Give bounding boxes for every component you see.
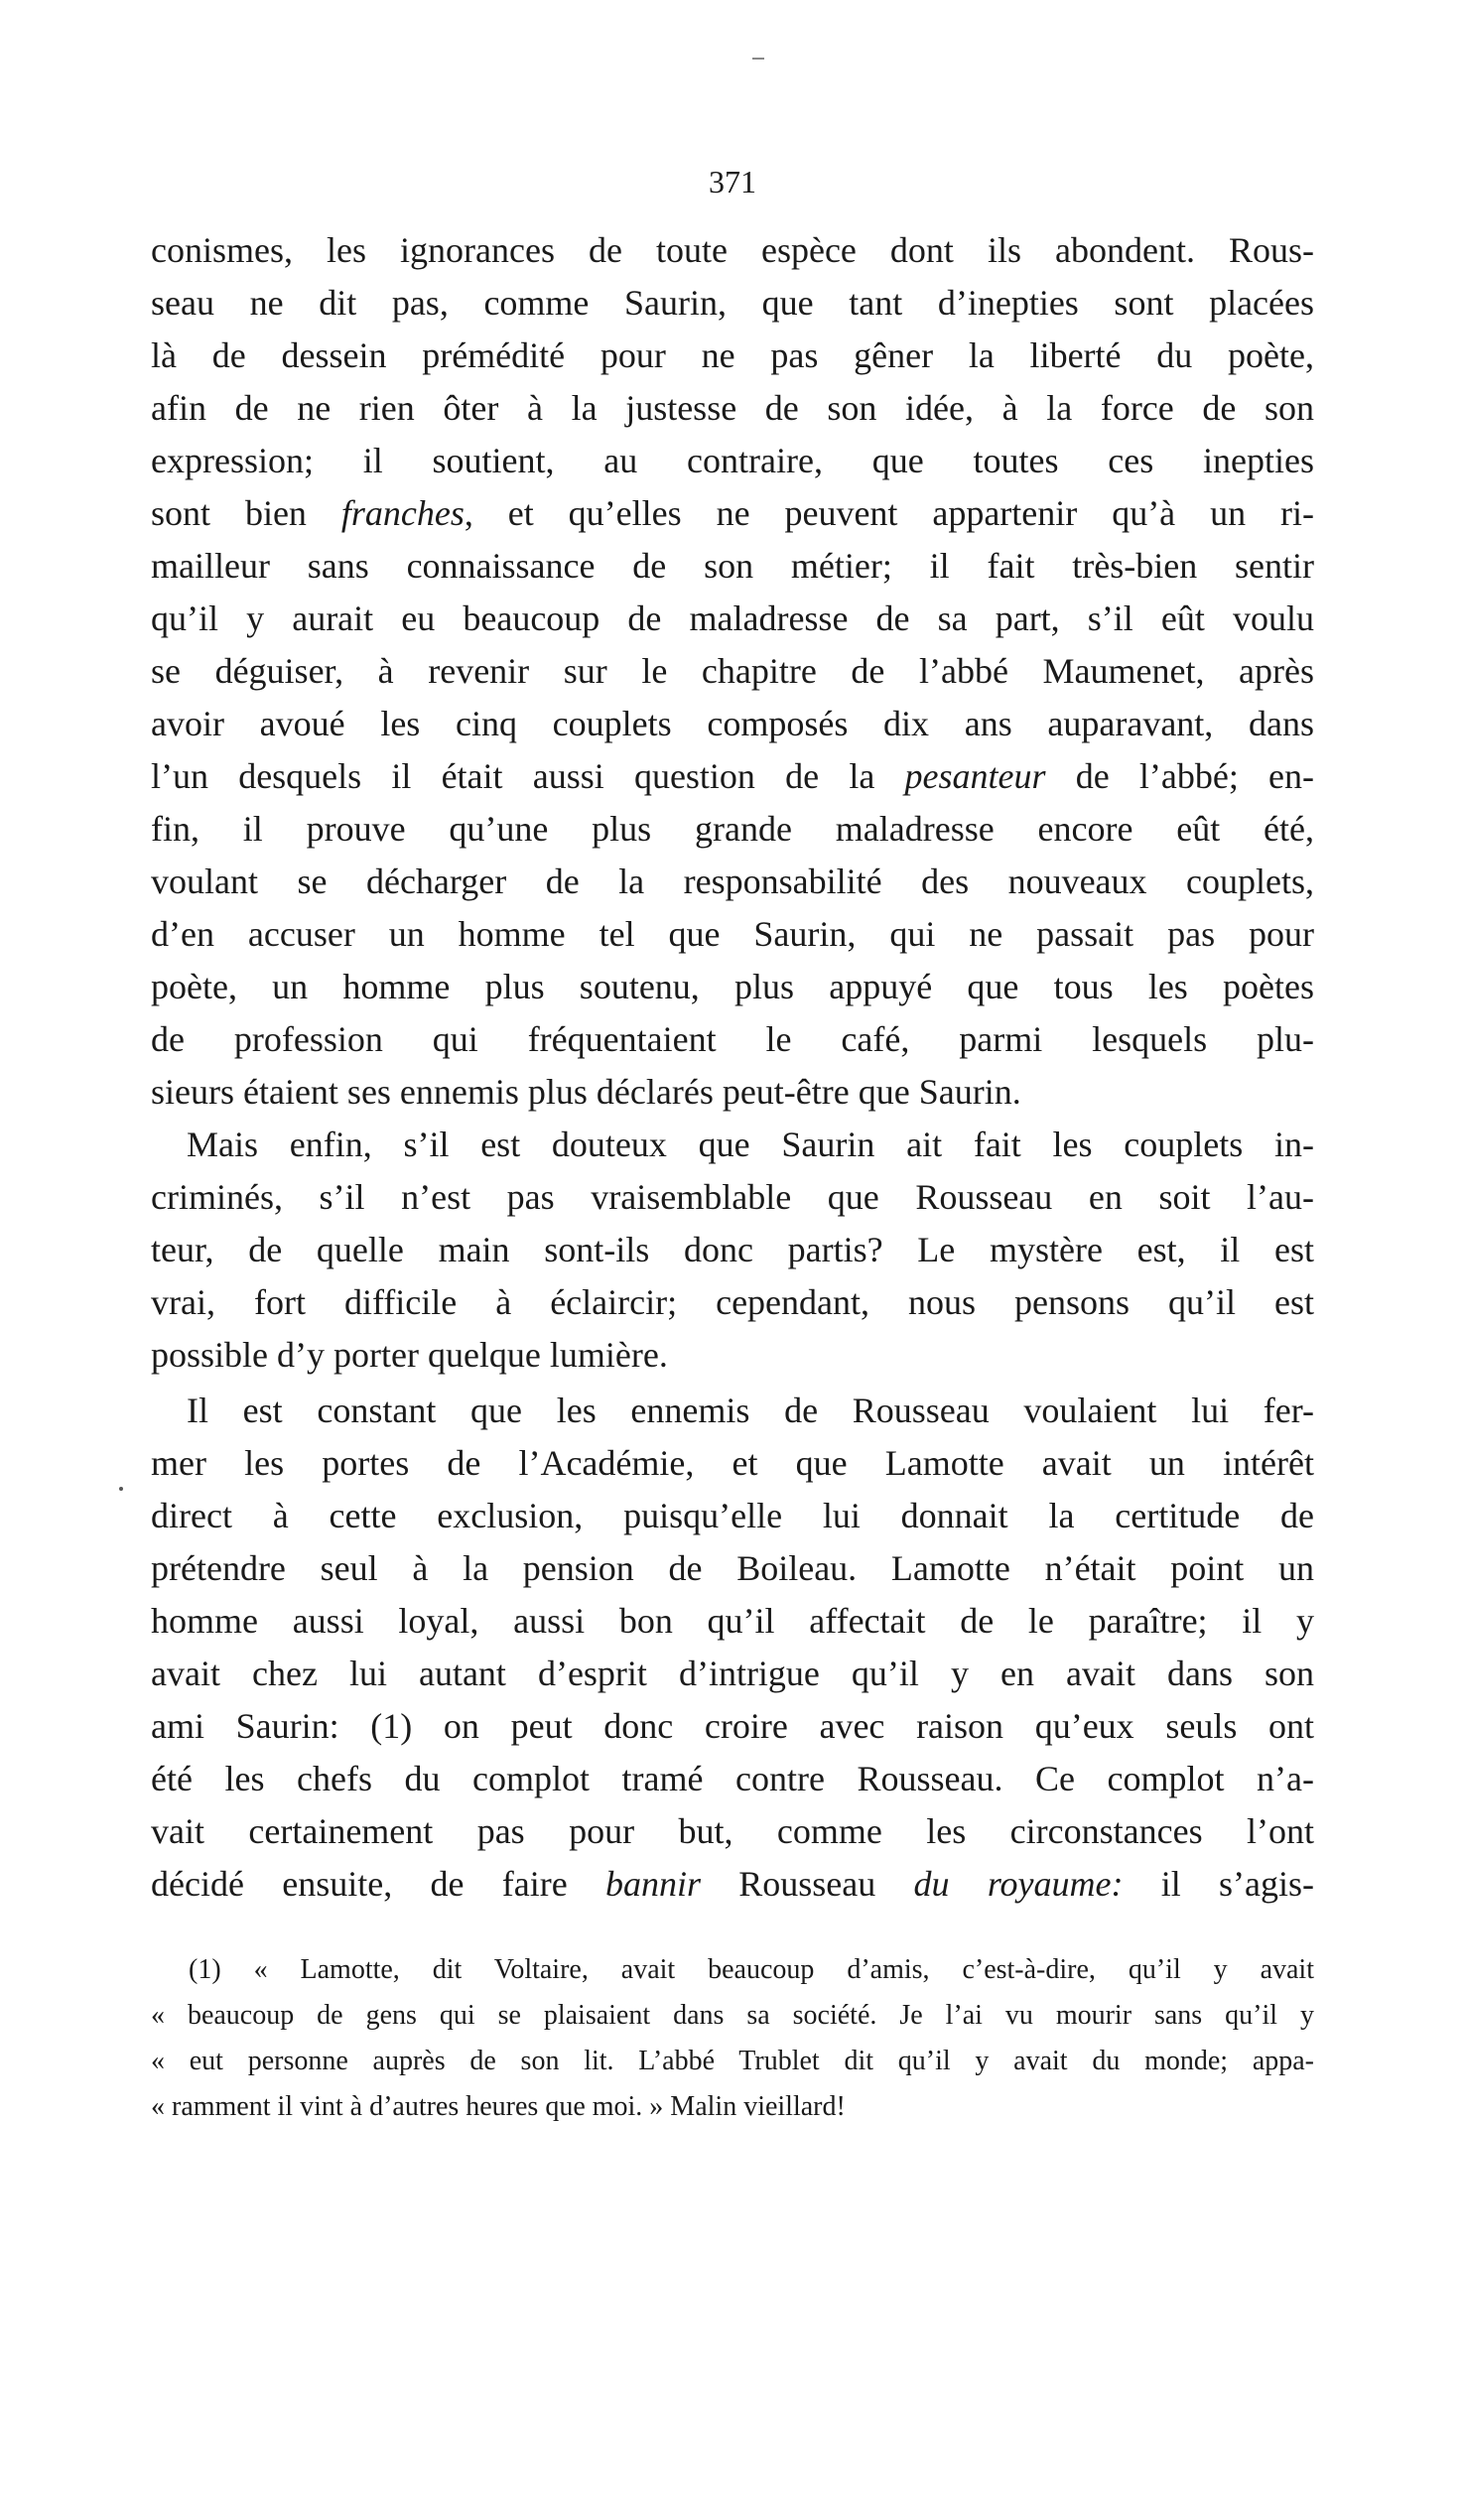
text-line: avait chez lui autant d’esprit d’intrigue qu’il y en avait dans son: [151, 1654, 1314, 1693]
text-line: avoir avoué les cinq couplets composés dix ans auparavant, dans: [151, 704, 1314, 743]
italic-text: franches: [340, 493, 465, 533]
text-line: Mais enfin, s’il est douteux que Saurin ait fait les couplets in-: [187, 1125, 1314, 1164]
text-line: qu’il y aurait eu beaucoup de maladresse de sa part, s’il eût voulu: [151, 598, 1314, 638]
text-line: ami Saurin: (1) on peut donc croire avec raison qu’eux seuls ont: [151, 1706, 1314, 1746]
body-text: [151, 224, 1314, 1911]
text-line: vait certainement pas pour but, comme les circonstances l’ont: [151, 1811, 1314, 1851]
text-line: sont bien franches, et qu’elles ne peuvent appartenir qu’à un ri-: [151, 493, 1314, 533]
text-line: teur, de quelle main sont-ils donc partis? Le mystère est, il est: [151, 1230, 1314, 1269]
text-line: Il est constant que les ennemis de Rousseau voulaient lui fer-: [187, 1391, 1314, 1430]
text-line: direct à cette exclusion, puisqu’elle lui donnait la certitude de: [151, 1496, 1314, 1535]
text-line: conismes, les ignorances de toute espèce dont ils abondent. Rous-: [151, 230, 1314, 270]
text-line: possible d’y porter quelque lumière.: [151, 1335, 668, 1375]
text-line: fin, il prouve qu’une plus grande maladresse encore eût été,: [151, 809, 1314, 849]
text-line: l’un desquels il était aussi question de la pesanteur de l’abbé; en-: [151, 756, 1314, 796]
footnote-line: (1) « Lamotte, dit Voltaire, avait beaucoup d’amis, c’est-à-dire, qu’il y avait: [189, 1954, 1314, 1985]
footnote-line: « beaucoup de gens qui se plaisaient dans sa société. Je l’ai vu mourir sans qu’il y: [151, 2000, 1314, 2031]
text-line: prétendre seul à la pension de Boileau. Lamotte n’était point un: [151, 1548, 1314, 1588]
page-number: 371: [709, 164, 756, 199]
scan-mark: [752, 58, 764, 60]
text-line: expression; il soutient, au contraire, que toutes ces inepties: [151, 441, 1314, 480]
text-line: là de dessein prémédité pour ne pas gêner la liberté du poète,: [151, 335, 1314, 375]
text-line: mailleur sans connaissance de son métier; il fait très-bien sentir: [151, 546, 1314, 586]
text-line: d’en accuser un homme tel que Saurin, qui ne passait pas pour: [151, 914, 1314, 954]
text-line: voulant se décharger de la responsabilité des nouveaux couplets,: [151, 862, 1314, 901]
italic-text: pesanteur: [904, 756, 1046, 796]
ink-speck: [119, 1487, 123, 1491]
footnote-line: « eut personne auprès de son lit. L’abbé Trublet dit qu’il y avait du monde; appa-: [151, 2046, 1314, 2076]
text-line: été les chefs du complot tramé contre Rousseau. Ce complot n’a-: [151, 1759, 1314, 1798]
text-line: de profession qui fréquentaient le café, parmi lesquels plu-: [151, 1019, 1314, 1059]
footnote: [151, 1947, 1314, 2130]
text-line: poète, un homme plus soutenu, plus appuyé que tous les poètes: [151, 967, 1314, 1006]
text-line: criminés, s’il n’est pas vraisemblable que Rousseau en soit l’au-: [151, 1177, 1314, 1217]
text-line: homme aussi loyal, aussi bon qu’il affectait de le paraître; il y: [151, 1601, 1314, 1641]
italic-text: bannir: [604, 1864, 701, 1904]
text-line: décidé ensuite, de faire bannir Rousseau du royaume: il s’agis-: [151, 1864, 1314, 1904]
text-line: mer les portes de l’Académie, et que Lamotte avait un intérêt: [151, 1443, 1314, 1483]
italic-text: du royaume:: [913, 1864, 1124, 1904]
text-line: afin de ne rien ôter à la justesse de son idée, à la force de son: [151, 388, 1314, 428]
text-line: vrai, fort difficile à éclaircir; cependant, nous pensons qu’il est: [151, 1282, 1314, 1322]
text-line: seau ne dit pas, comme Saurin, que tant d’inepties sont placées: [151, 283, 1314, 323]
text-line: se déguiser, à revenir sur le chapitre de l’abbé Maumenet, après: [151, 651, 1314, 691]
footnote-line: « ramment il vint à d’autres heures que moi. » Malin vieillard!: [151, 2091, 846, 2122]
text-line: sieurs étaient ses ennemis plus déclarés peut-être que Saurin.: [151, 1072, 1021, 1112]
